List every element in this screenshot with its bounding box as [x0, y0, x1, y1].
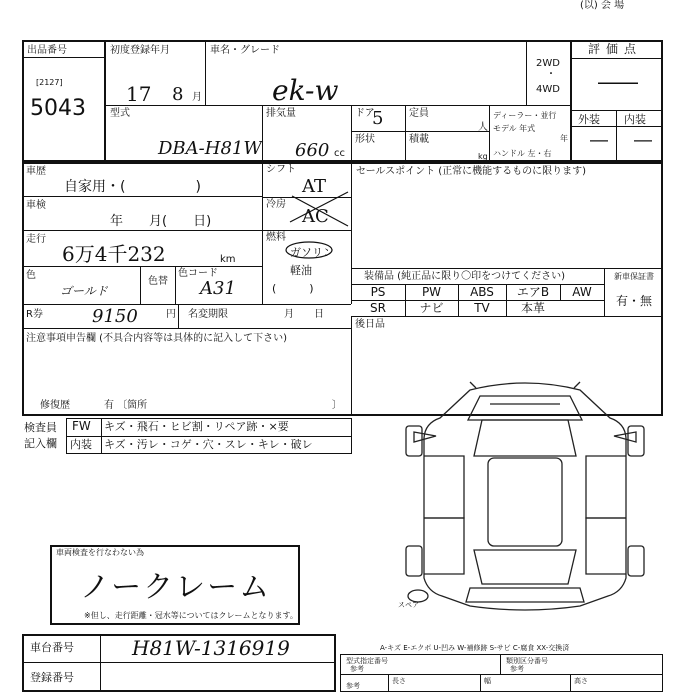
class-no-label: 類別区分番号 [506, 657, 548, 665]
aircon-label: 冷房 [266, 199, 286, 210]
rating-label: 評価点 [588, 42, 643, 56]
height-label: 高さ [574, 677, 588, 685]
drive-dot: ・ [546, 69, 556, 80]
car-name-value: ek-w [272, 74, 339, 107]
model-label: 型式 [110, 108, 130, 119]
inspector-fw: FW [72, 419, 91, 433]
color-label: 色 [26, 270, 36, 281]
recycle-unit: 円 [166, 309, 176, 320]
repair-value: 有 〔箇所 [104, 400, 148, 411]
inspector-label-2: 記入欄 [24, 437, 57, 450]
type-approval-label: 型式指定番号 [346, 657, 388, 665]
notes-label: 注意事項申告欄 (不具合内容等は具体的に記入して下さい) [26, 333, 287, 344]
color-change-label: 色替 [148, 276, 168, 287]
repair-label: 修復歴 [40, 400, 70, 411]
lot-sub: [2127] [36, 78, 63, 87]
inspector-fw-text: キズ・飛石・ヒビ割・リペア跡・×要 [104, 420, 289, 433]
drive-4wd: 4WD [536, 84, 560, 95]
warranty-value: 有・無 [616, 294, 653, 308]
car-diagram [400, 378, 650, 613]
shift-label: シフト [266, 164, 296, 175]
dealer-label: ディーラー・並行 [493, 111, 557, 120]
mileage-value: 6万4千232 [62, 242, 166, 266]
length-label: 長さ [392, 677, 406, 685]
top-frame [22, 40, 663, 162]
mileage-unit: km [220, 254, 236, 265]
capacity-unit: 人 [478, 122, 488, 133]
equip-leather: 本革 [520, 301, 545, 315]
doors-label: ドア [355, 108, 375, 119]
claim-main: ノークレーム [80, 570, 272, 605]
model-year-unit: 年 [560, 134, 568, 143]
equip-aw: AW [572, 285, 592, 299]
claim-header: 車両検査を行なわない為 [56, 548, 144, 557]
exterior-label: 外装 [578, 113, 600, 126]
warranty-label: 新車保証書 [614, 272, 654, 281]
aircon-value: AC [302, 206, 329, 227]
class-no-ref: 参考 [510, 665, 524, 673]
fuel-diesel: 軽油 [290, 264, 312, 277]
repair-close: 〕 [332, 400, 342, 411]
exterior-value: ― [590, 130, 608, 151]
handle-label: ハンドル 左・右 [493, 149, 552, 158]
fuel-paren: ( ) [272, 282, 314, 295]
load-unit: kg [478, 152, 488, 161]
first-reg-month: 8 [172, 84, 184, 105]
name-change-label: 名変期限 [188, 309, 228, 320]
inspector-label-1: 検査員 [24, 421, 57, 434]
equipment-label: 装備品 (純正品に限り〇印をつけてください) [364, 271, 565, 282]
model-value: DBA-H81W [158, 138, 262, 159]
color-code-value: A31 [200, 278, 236, 299]
color-value: ゴールド [60, 284, 108, 298]
doors-value: 5 [372, 108, 384, 129]
lot-number: 5043 [30, 96, 86, 121]
width-label: 幅 [484, 677, 491, 685]
history-label: 車歴 [26, 166, 46, 177]
rating-value: ―― [598, 70, 638, 94]
shift-value: AT [302, 176, 327, 197]
first-reg-label: 初度登録年月 [110, 45, 170, 56]
shift-aircon-strike [262, 162, 351, 230]
equip-abs: ABS [470, 285, 494, 299]
equip-navi: ナビ [419, 301, 444, 315]
equip-airbag: エアB [516, 285, 550, 299]
displacement-value: 660 [295, 140, 330, 161]
equip-pw: PW [421, 285, 442, 299]
header-fragment: (以) 会 場 [580, 0, 625, 11]
name-change-value: 月 日 [284, 309, 324, 320]
model-year-label: モデル 年式 [493, 124, 536, 133]
lot-label: 出品番号 [27, 45, 67, 56]
chassis-value: H81W-1316919 [132, 636, 290, 660]
fuel-label: 燃料 [266, 232, 286, 243]
spare-label: スペア [398, 601, 419, 609]
damage-legend: A-キズ E-エクボ U-凹み W-補修跡 S-サビ C-腐食 XX-交換済 [380, 644, 570, 652]
drive-2wd: 2WD [536, 58, 560, 69]
capacity-label: 定員 [409, 108, 429, 119]
type-approval-ref: 参考 [350, 665, 364, 673]
fuel-gas-circle [284, 240, 334, 260]
claim-note: ※但し、走行距離・冠水等についてはクレームとなります。 [84, 611, 298, 620]
after-day-label: 後日品 [355, 319, 385, 330]
displacement-label: 排気量 [266, 108, 296, 119]
load-label: 積載 [409, 134, 429, 145]
shape-label: 形状 [355, 134, 375, 145]
equip-sr: SR [370, 301, 386, 315]
inspection-value: 年 月( 日) [110, 214, 212, 229]
chassis-label: 車台番号 [30, 641, 74, 654]
recycle-label: R券 [26, 309, 43, 320]
inspector-in: 内装 [70, 438, 92, 451]
inspector-in-text: キズ・汚レ・コゲ・穴・スレ・キレ・破レ [104, 438, 313, 451]
interior-value: ― [634, 130, 652, 151]
color-code-label: 色コード [178, 268, 218, 279]
fuel-gas: ガソリン [290, 246, 334, 259]
displacement-unit: cc [334, 148, 345, 159]
mileage-label: 走行 [26, 234, 46, 245]
first-reg-month-unit: 月 [192, 92, 202, 103]
history-value: 自家用・( ) [64, 179, 201, 195]
interior-label: 内装 [624, 113, 646, 126]
first-reg-year: 17 [126, 82, 152, 106]
equip-tv: TV [474, 301, 490, 315]
equip-ps: PS [370, 285, 386, 299]
inspection-label: 車検 [26, 200, 46, 211]
sales-point-label: セールスポイント (正常に機能するものに限ります) [356, 166, 587, 177]
reg-no-label: 登録番号 [30, 671, 74, 684]
car-name-label: 車名・グレード [210, 45, 280, 56]
recycle-value: 9150 [92, 306, 138, 327]
bottom-ref: 参考 [346, 682, 360, 690]
